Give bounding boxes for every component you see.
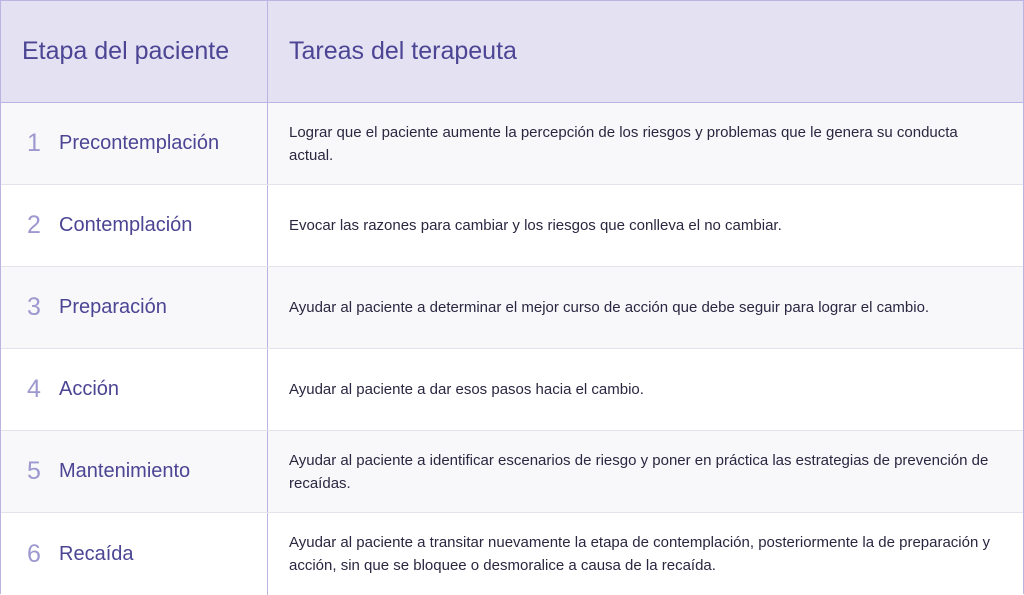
task-cell: Ayudar al paciente a identificar escenarios de riesgo y poner en práctica las estrategias de prevención de recaídas. <box>289 451 989 492</box>
task-cell: Evocar las razones para cambiar y los riesgos que conlleva el no cambiar. <box>289 217 782 234</box>
table-row <box>1 349 1023 431</box>
task-cell: Ayudar al paciente a determinar el mejor curso de acción que debe seguir para lograr el cambio. <box>289 299 930 316</box>
stage-number: 4 <box>27 375 41 403</box>
table-row <box>1 103 1023 185</box>
stage-number: 2 <box>27 211 41 239</box>
stage-number: 1 <box>27 129 41 157</box>
stage-cell <box>1 513 268 595</box>
stage-name: Preparación <box>59 296 167 318</box>
stage-number: 6 <box>27 539 41 568</box>
task-cell: Lograr que el paciente aumente la percepción de los riesgos y problemas que le genera su conducta actual. <box>289 123 958 164</box>
table-row <box>1 431 1023 513</box>
task-cell: Ayudar al paciente a dar esos pasos hacia el cambio. <box>289 381 644 398</box>
stage-name: Recaída <box>59 542 134 565</box>
stage-name: Contemplación <box>59 214 193 236</box>
stage-name: Acción <box>59 378 120 400</box>
table-row <box>1 513 1023 595</box>
table-row <box>1 185 1023 267</box>
stage-name: Mantenimiento <box>59 460 191 482</box>
stage-name: Precontemplación <box>59 132 220 154</box>
header-stage: Etapa del paciente <box>1 1 268 102</box>
stage-cell <box>1 267 268 348</box>
header-tasks: Tareas del terapeuta <box>289 37 517 65</box>
stage-cell <box>1 349 268 430</box>
stage-number: 3 <box>27 293 41 321</box>
stage-cell <box>1 103 268 184</box>
task-cell: Ayudar al paciente a transitar nuevamente la etapa de contemplación, posteriormente la de preparación y acción, sin que se bloquee o desmoralice a causa de la recaída. <box>289 534 990 574</box>
stage-number: 5 <box>27 457 41 485</box>
table-header <box>1 1 1023 103</box>
stage-cell <box>1 185 268 266</box>
table-row <box>1 267 1023 349</box>
stage-cell <box>1 431 268 512</box>
